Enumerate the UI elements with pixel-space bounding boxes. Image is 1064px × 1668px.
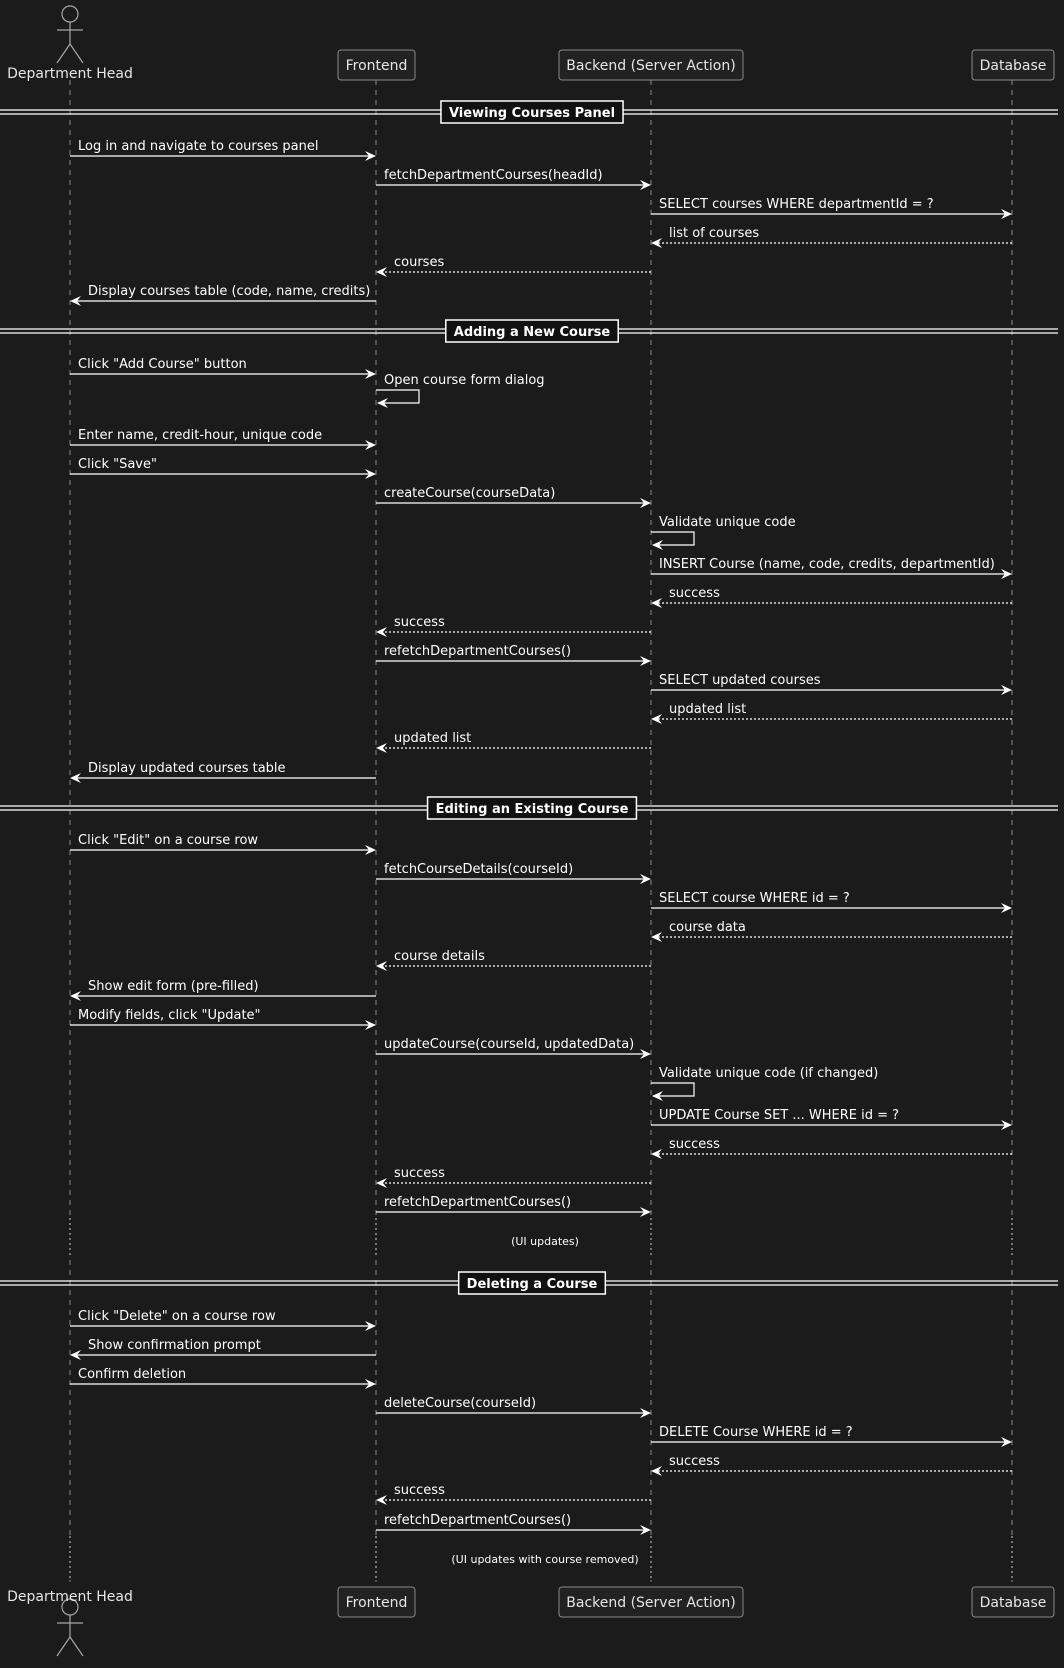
section-title: Editing an Existing Course	[435, 802, 629, 817]
delay-note: (UI updates)	[511, 1235, 579, 1248]
message-label: Modify fields, click "Update"	[78, 1008, 261, 1023]
message-label: Validate unique code (if changed)	[659, 1066, 879, 1081]
message-label: Show confirmation prompt	[88, 1338, 261, 1353]
message-label: INSERT Course (name, code, credits, departmentId)	[659, 557, 995, 572]
section-title: Viewing Courses Panel	[448, 106, 616, 121]
participant-label: Backend (Server Action)	[566, 58, 736, 74]
message-label: UPDATE Course SET ... WHERE id = ?	[659, 1108, 900, 1123]
section-title: Adding a New Course	[453, 325, 611, 340]
message-label: Confirm deletion	[78, 1367, 187, 1382]
message-label: updated list	[669, 702, 747, 717]
message-label: updated list	[394, 731, 472, 746]
message-label: list of courses	[669, 226, 760, 241]
message-label: refetchDepartmentCourses()	[384, 644, 572, 659]
message-label: refetchDepartmentCourses()	[384, 1513, 572, 1528]
participant-label: Backend (Server Action)	[566, 1595, 736, 1611]
participant-label: Database	[979, 58, 1047, 74]
message-label: Log in and navigate to courses panel	[78, 139, 319, 154]
message-label: success	[394, 615, 445, 630]
message-label: Click "Add Course" button	[78, 357, 247, 372]
message-label: courses	[394, 255, 445, 270]
message-label: success	[669, 1454, 720, 1469]
participant-db	[972, 50, 1054, 80]
participant-label: Frontend	[345, 58, 408, 74]
message-label: fetchDepartmentCourses(headId)	[384, 168, 603, 183]
message-label: createCourse(courseData)	[384, 486, 556, 501]
message-label: fetchCourseDetails(courseId)	[384, 862, 574, 877]
message-label: SELECT course WHERE id = ?	[659, 891, 850, 906]
message-label: Click "Edit" on a course row	[78, 833, 259, 848]
participant-db	[972, 1587, 1054, 1617]
message-label: course details	[394, 949, 485, 964]
message-label: deleteCourse(courseId)	[384, 1396, 537, 1411]
message-label: Click "Save"	[78, 457, 157, 472]
message-label: updateCourse(courseId, updatedData)	[384, 1037, 635, 1052]
message-label: Click "Delete" on a course row	[78, 1309, 276, 1324]
message-label: refetchDepartmentCourses()	[384, 1195, 572, 1210]
message-label: Show edit form (pre-filled)	[88, 979, 259, 994]
participant-frontend	[338, 50, 415, 80]
message-label: SELECT courses WHERE departmentId = ?	[659, 197, 934, 212]
participant-label: Frontend	[345, 1595, 408, 1611]
delay-note: (UI updates with course removed)	[451, 1553, 639, 1566]
message-label: Enter name, credit-hour, unique code	[78, 428, 323, 443]
message-label: Display courses table (code, name, credits)	[88, 284, 371, 299]
message-label: Open course form dialog	[384, 373, 545, 388]
message-label: success	[669, 586, 720, 601]
participant-backend	[559, 50, 743, 80]
message-label: success	[394, 1483, 445, 1498]
participant-frontend	[338, 1587, 415, 1617]
message-label: success	[394, 1166, 445, 1181]
participant-backend	[559, 1587, 743, 1617]
message-label: SELECT updated courses	[659, 673, 821, 688]
participant-label: Database	[979, 1595, 1047, 1611]
section-title: Deleting a Course	[466, 1277, 598, 1292]
participant-label: Department Head	[7, 1589, 133, 1605]
message-label: success	[669, 1137, 720, 1152]
message-label: Validate unique code	[659, 515, 796, 530]
message-label: DELETE Course WHERE id = ?	[659, 1425, 853, 1440]
message-label: Display updated courses table	[88, 761, 286, 776]
participant-label: Department Head	[7, 66, 133, 82]
message-label: course data	[669, 920, 746, 935]
